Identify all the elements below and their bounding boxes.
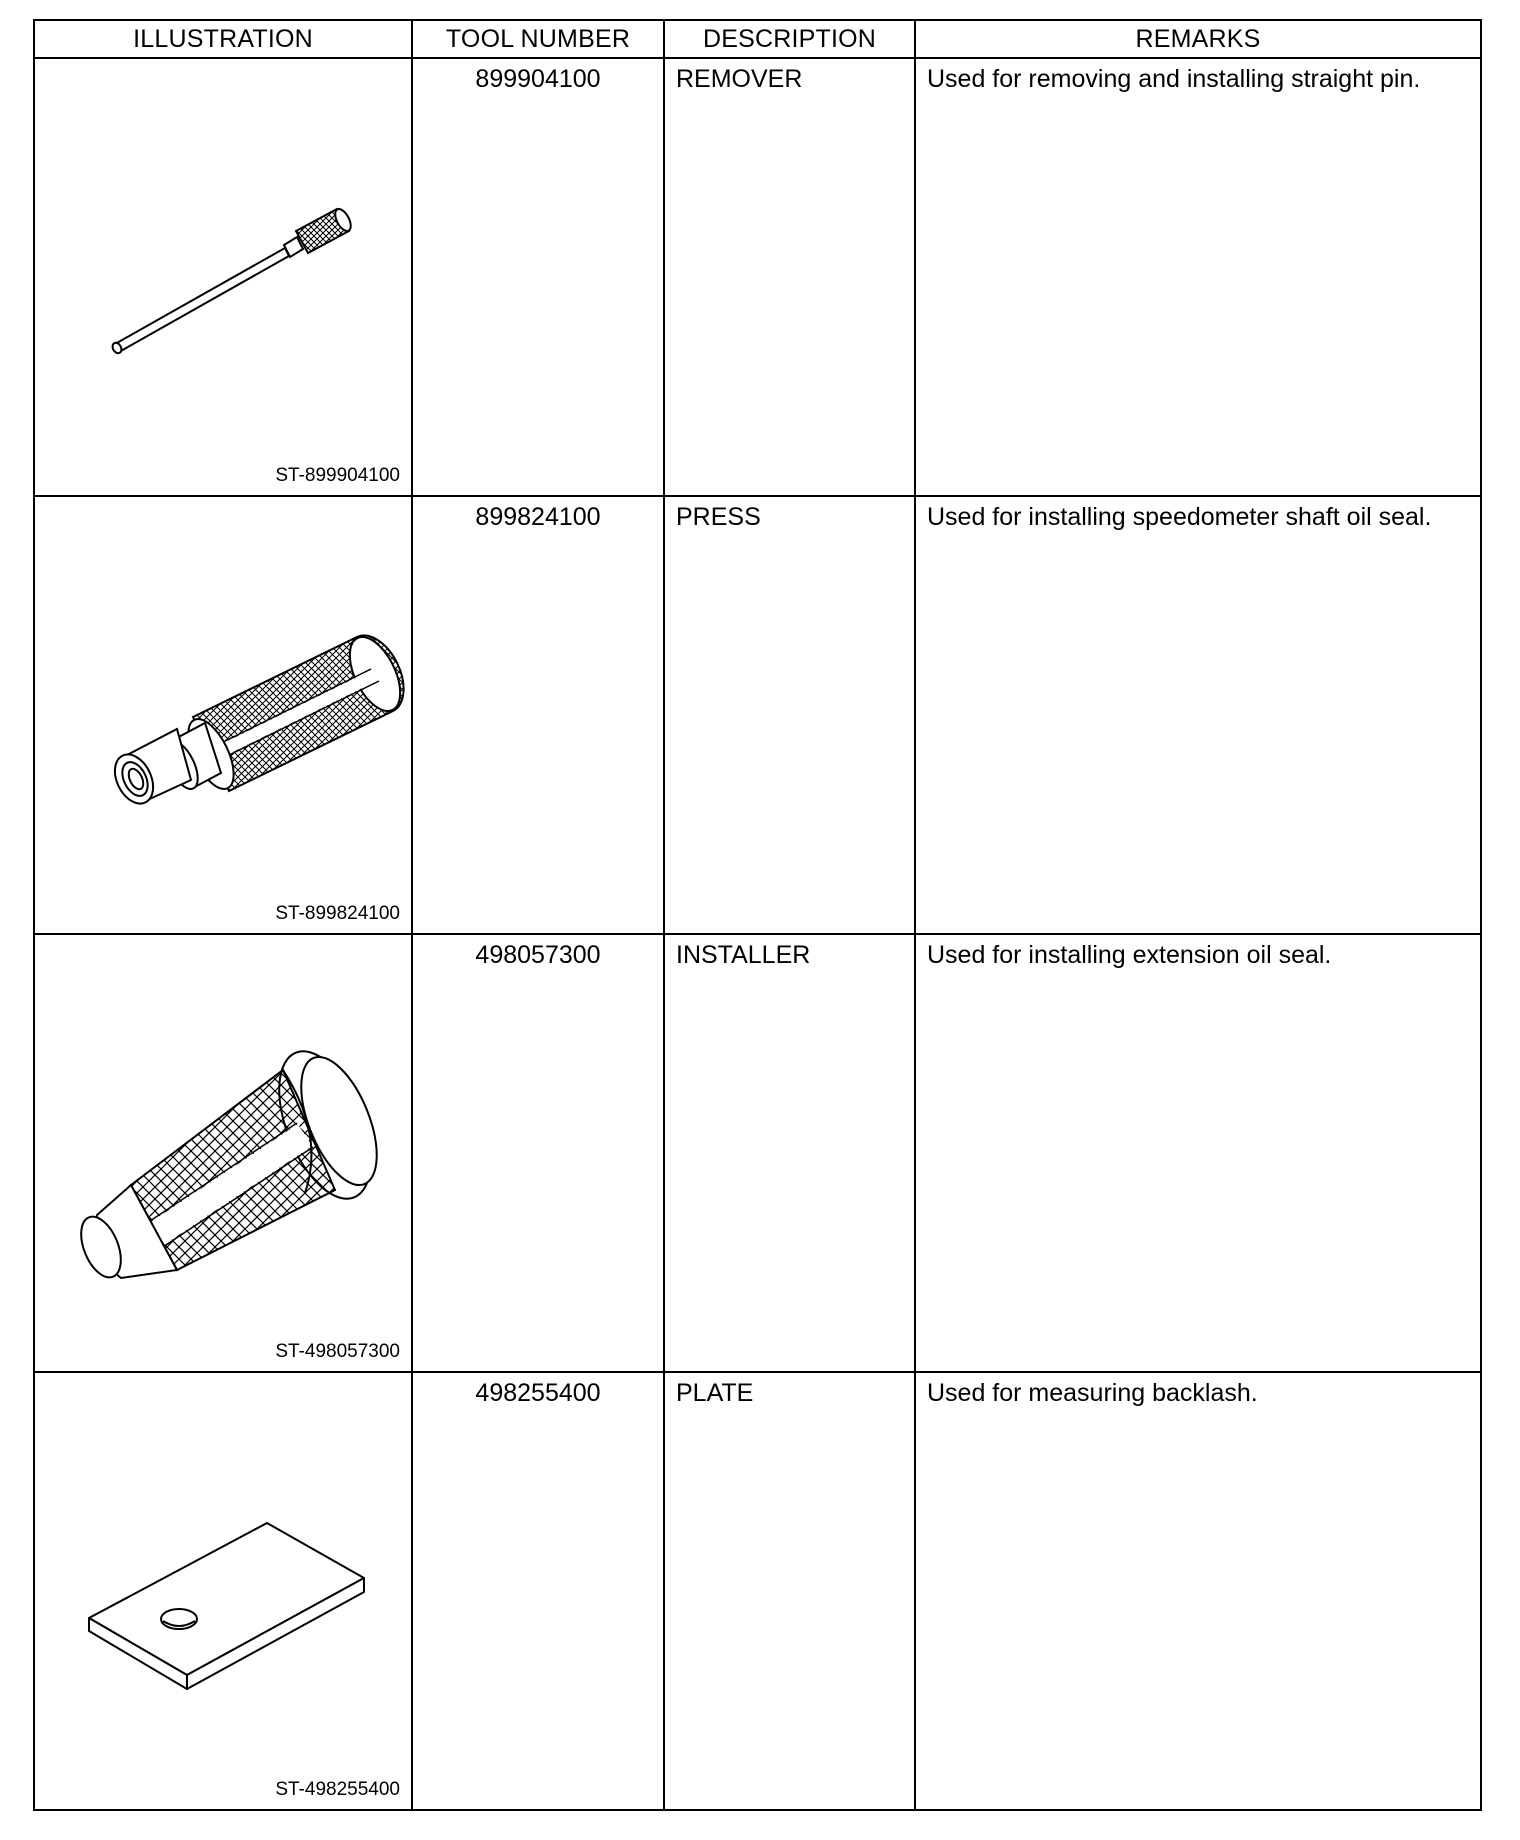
table-row (34, 58, 1481, 496)
tool-description: PRESS (676, 503, 761, 531)
tool-number-cell (412, 934, 664, 1372)
tool-remarks: Used for installing extension oil seal. (927, 941, 1332, 969)
illustration-code: ST-899824100 (275, 903, 400, 924)
oil-seal-press-icon (35, 497, 413, 933)
tool-description: REMOVER (676, 65, 803, 93)
table-header-row (34, 20, 1481, 58)
description-cell (664, 496, 915, 934)
tool-number-cell (412, 58, 664, 496)
tool-remarks: Used for removing and installing straight pin. (927, 65, 1421, 93)
illustration-code: ST-498255400 (275, 1779, 400, 1800)
oil-seal-installer-icon (35, 935, 413, 1371)
description-cell (664, 58, 915, 496)
description-cell (664, 1372, 915, 1810)
remarks-cell (915, 58, 1481, 496)
backlash-plate-icon (35, 1373, 413, 1809)
illustration-code: ST-899904100 (275, 465, 400, 486)
tool-number: 899904100 (475, 65, 601, 93)
illustration-cell (34, 934, 412, 1372)
remarks-cell (915, 934, 1481, 1372)
header-illustration: ILLUSTRATION (34, 20, 412, 58)
table-row (34, 1372, 1481, 1810)
tool-number-cell (412, 496, 664, 934)
tool-number: 498057300 (475, 941, 601, 969)
tool-number: 498255400 (475, 1379, 601, 1407)
header-tool-number: TOOL NUMBER (412, 20, 664, 58)
tool-number: 899824100 (475, 503, 601, 531)
tool-remarks: Used for measuring backlash. (927, 1379, 1258, 1407)
tool-remarks: Used for installing speedometer shaft oil seal. (927, 503, 1432, 531)
straight-pin-remover-icon (35, 59, 413, 495)
header-remarks: REMARKS (915, 20, 1481, 58)
table-row (34, 496, 1481, 934)
tool-description: INSTALLER (676, 941, 811, 969)
illustration-cell (34, 1372, 412, 1810)
illustration-code: ST-498057300 (275, 1341, 400, 1362)
illustration-cell (34, 496, 412, 934)
remarks-cell (915, 1372, 1481, 1810)
table-row (34, 934, 1481, 1372)
remarks-cell (915, 496, 1481, 934)
special-tools-table (33, 19, 1482, 1811)
illustration-cell (34, 58, 412, 496)
tool-number-cell (412, 1372, 664, 1810)
tool-description: PLATE (676, 1379, 754, 1407)
header-description: DESCRIPTION (664, 20, 915, 58)
description-cell (664, 934, 915, 1372)
